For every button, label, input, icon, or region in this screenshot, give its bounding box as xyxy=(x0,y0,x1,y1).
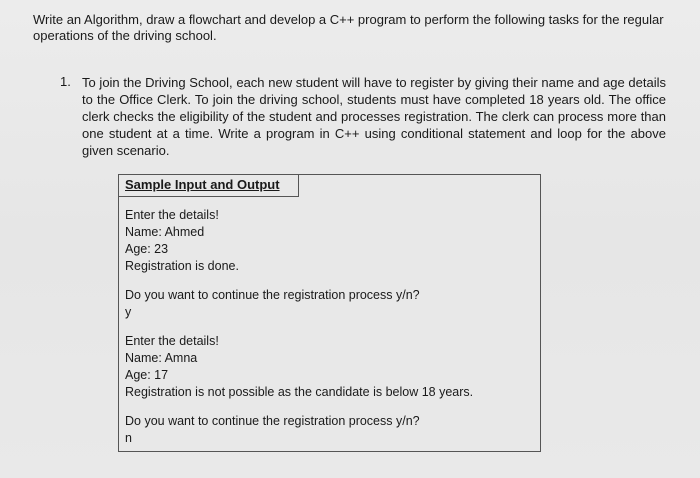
sample-line: y xyxy=(125,305,132,319)
sample-line: Age: 17 xyxy=(125,368,169,382)
question-number: 1. xyxy=(60,74,71,89)
sample-io-header xyxy=(119,175,299,197)
sample-line: Name: Amna xyxy=(125,351,198,365)
sample-io-box xyxy=(118,174,541,452)
sample-line: Age: 23 xyxy=(125,242,169,256)
intro-paragraph: Write an Algorithm, draw a flowchart and develop a C++ program to perform the following tasks for the regular operations of the driving school. xyxy=(33,12,664,43)
question-text: To join the Driving School, each new student will have to register by giving their name and age details to the Office Clerk. To join the driving school, students must have completed 18 years old. The office clerk checks the eligibility of the student and processes registration. The clerk can process more than one student at a time. Write a program in C++ using conditional statement and loop for the above given scenario. xyxy=(82,75,666,158)
sample-line: Registration is done. xyxy=(125,259,239,273)
sample-line: n xyxy=(125,431,132,445)
sample-line: Do you want to continue the registration process y/n? xyxy=(125,288,420,302)
sample-line: Do you want to continue the registration process y/n? xyxy=(125,414,420,428)
sample-line: Enter the details! xyxy=(125,334,219,348)
sample-io-title: Sample Input and Output xyxy=(125,177,280,192)
sample-line: Enter the details! xyxy=(125,208,219,222)
sample-io-lines xyxy=(125,207,535,447)
sample-line: Name: Ahmed xyxy=(125,225,205,239)
sample-line: Registration is not possible as the candidate is below 18 years. xyxy=(125,385,474,399)
